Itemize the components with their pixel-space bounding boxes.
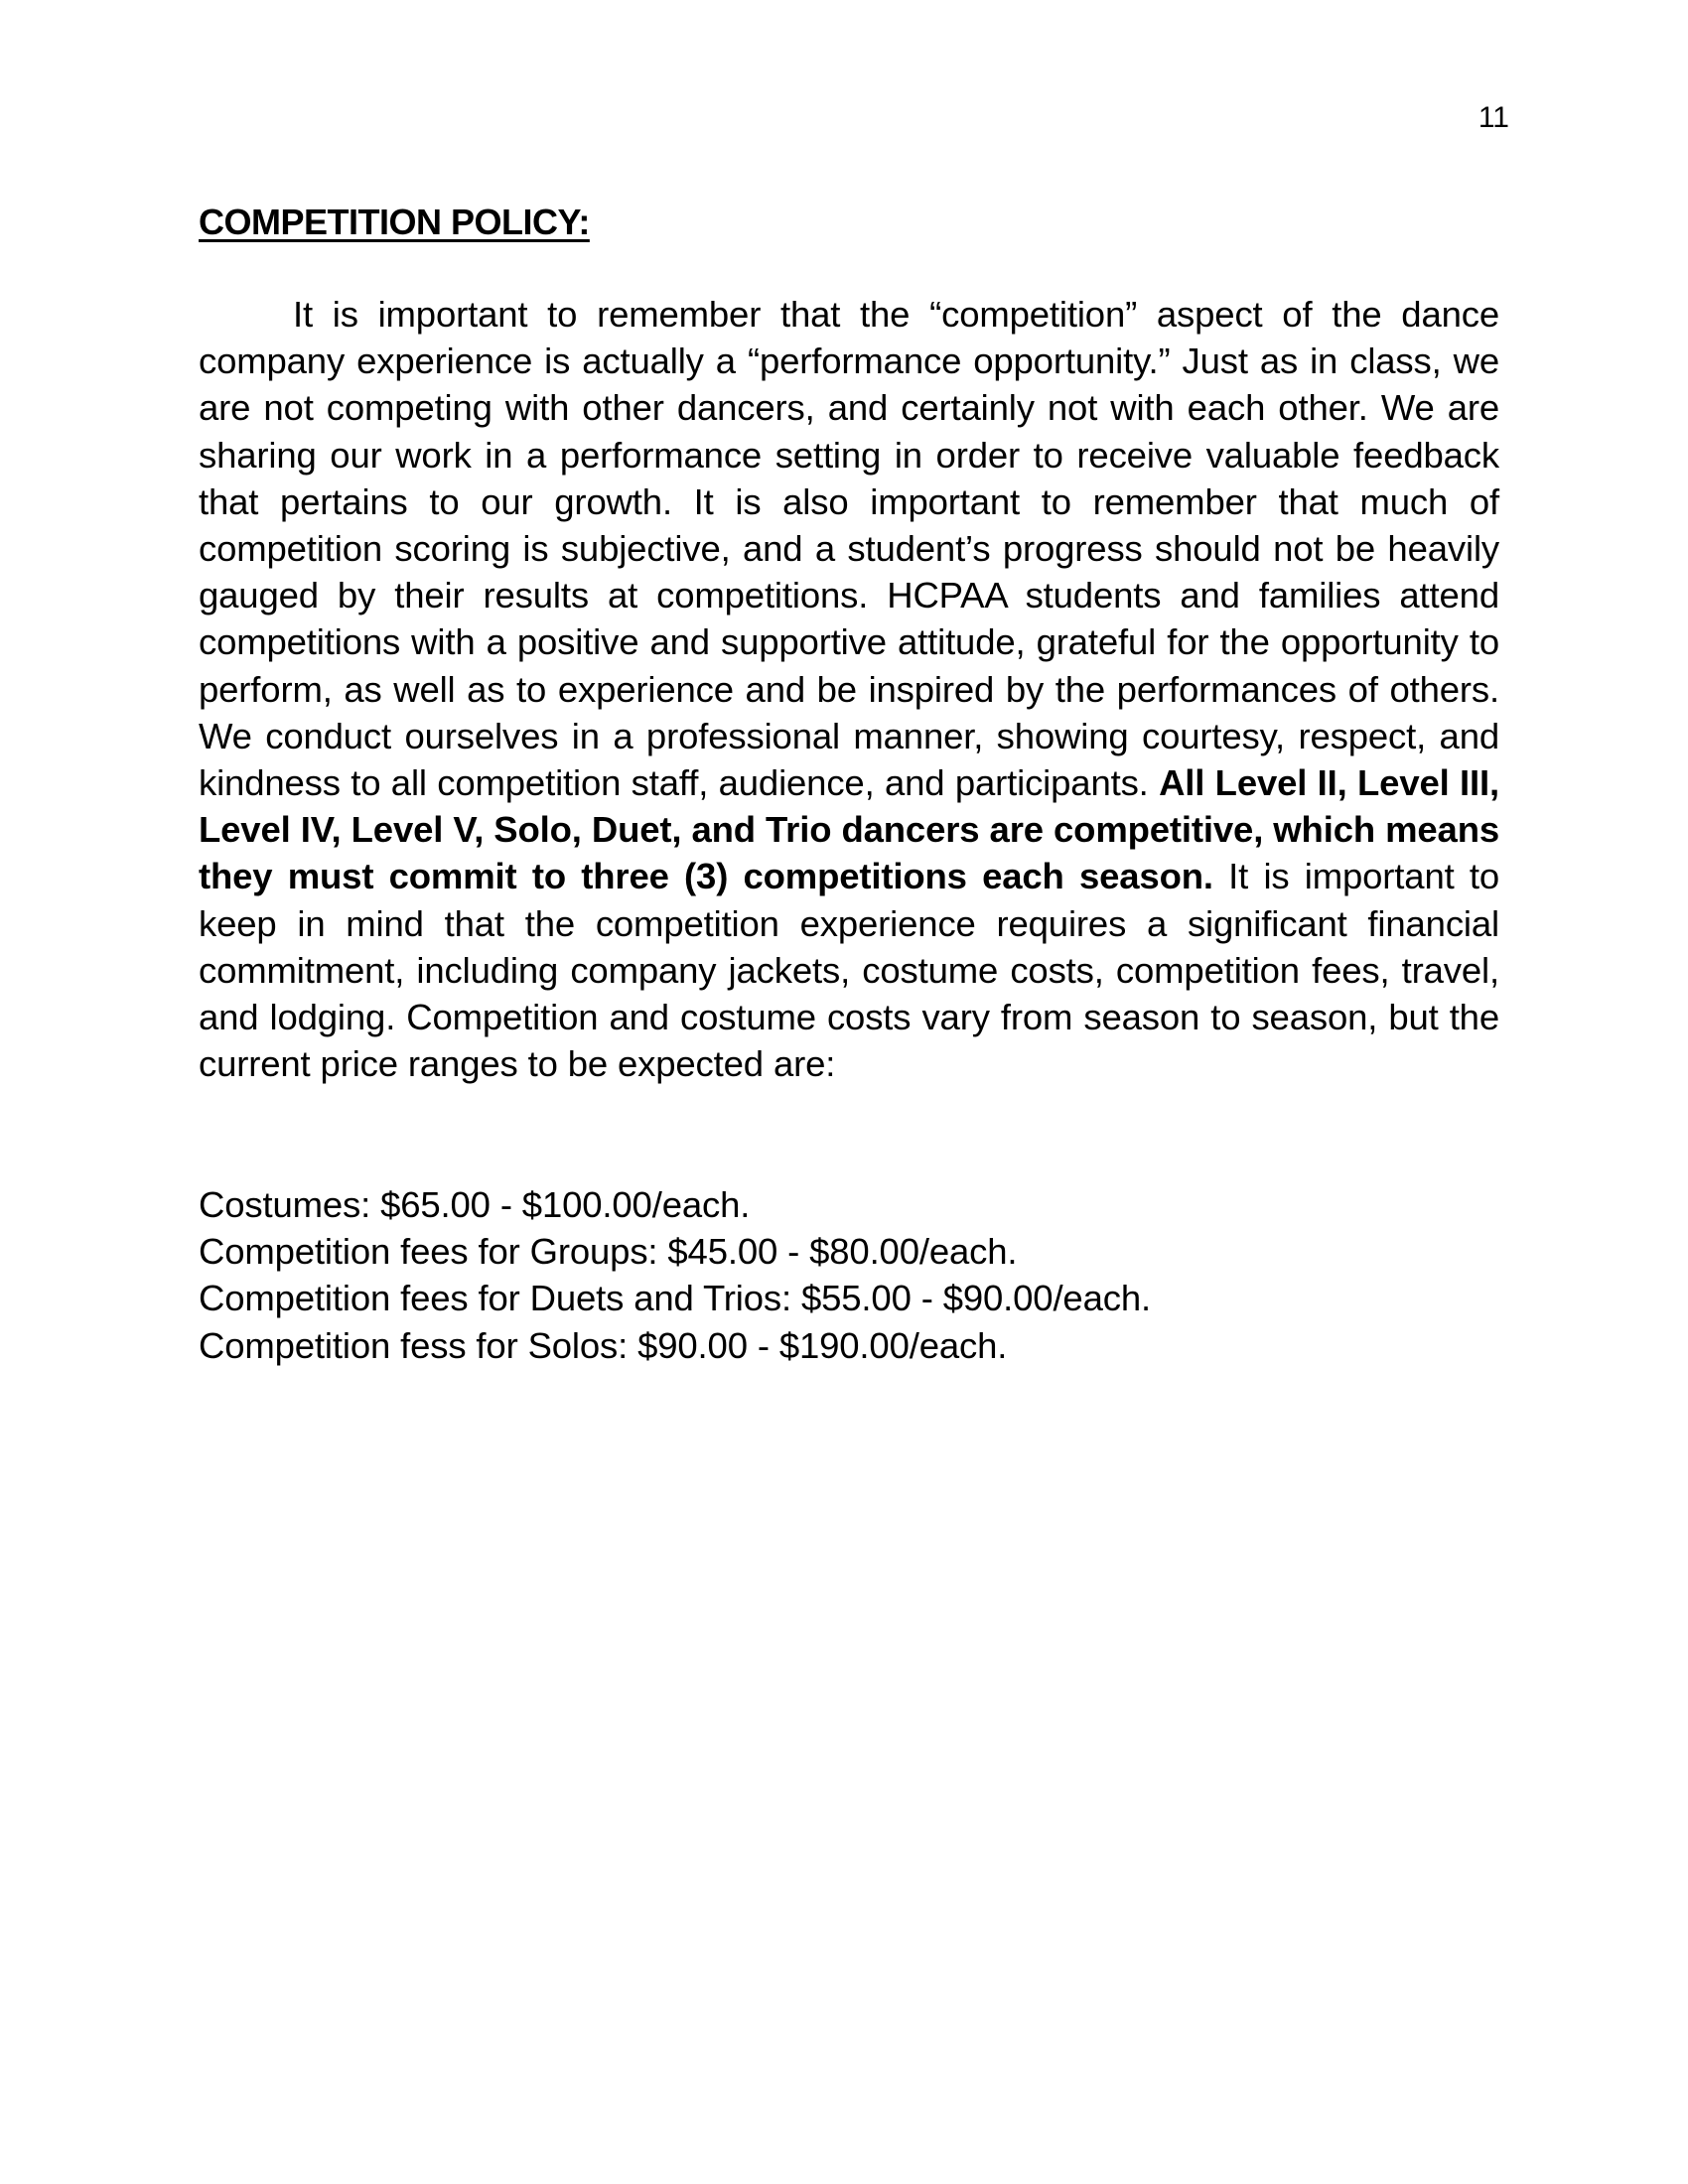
price-item-costumes: Costumes: $65.00 - $100.00/each.	[199, 1184, 751, 1225]
paragraph-text-financial: It is important to keep in mind that the competition experience requires a significant financial commitment, including company jackets, costume costs, competition fees, travel, and lodging. Competition and costume costs vary from season to season, but the current price ranges to be expected are:	[199, 856, 1500, 1085]
policy-paragraph	[199, 291, 1499, 1087]
price-list	[199, 1181, 1499, 1369]
page-number: 11	[1477, 101, 1509, 134]
price-item-solo-fees: Competition fess for Solos: $90.00 - $190.00/each.	[199, 1324, 1008, 1366]
section-heading: COMPETITION POLICY:	[199, 202, 590, 242]
price-item-duet-trio-fees: Competition fees for Duets and Trios: $55.00 - $90.00/each.	[199, 1278, 1151, 1319]
price-item-group-fees: Competition fees for Groups: $45.00 - $80.00/each.	[199, 1231, 1018, 1273]
paragraph-text-bold-requirement: All Level II, Level III, Level IV, Level V, Solo, Duet, and Trio dancers are competitive, which means they must commit to three (3) competitions each season.	[199, 762, 1499, 897]
paragraph-text-intro: It is important to remember that the “competition” aspect of the dance company experience is actually a “performance opportunity.” Just as in class, we are not competing with other dancers, and certainly not with each other. We are sharing our work in a performance setting in order to receive valuable feedback that pertains to our growth. It is also important to remember that much of competition scoring is subjective, and a student’s progress should not be heavily gauged by their results at competitions. HCPAA students and families attend competitions with a positive and supportive attitude, grateful for the opportunity to perform, as well as to experience and be inspired by the performances of others. We conduct ourselves in a professional manner, showing courtesy, respect, and kindness to all competition staff, audience, and participants.	[199, 294, 1499, 804]
